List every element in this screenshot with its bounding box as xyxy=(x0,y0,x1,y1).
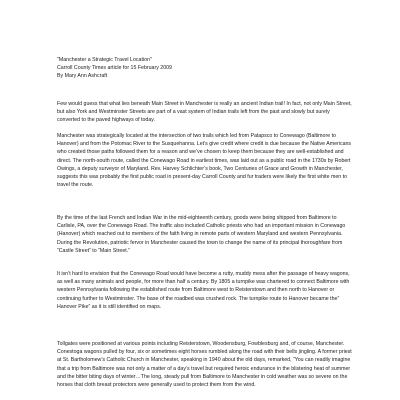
article-header xyxy=(57,56,353,81)
paragraph-1 xyxy=(57,100,353,125)
paragraph-text: Manchester was strategically located at the intersection of two trails which led from Patapsco to Conewago (Baltimore to Hanover) and from the Potomac River to the Susquehanna. Let’s give credit where credit is due because the Native Americans who created those paths followed them for a reason and we’ve chosen to keep them because they are well-established and direct. The north-south route, called the Conewago Road in earliest times, was laid out as a public road in the 1730s by Robert Owings, a deputy surveyor of Maryland. Rev. Harvey Schlichter’s book, Two Centuries of Grace and Growth in Manchester, suggests this was probably the first public road in present-day Carroll County and fur traders were likely the first white men to travel the route. xyxy=(57,133,352,189)
byline: By Mary Ann Ashcraft xyxy=(57,73,108,80)
paragraph-text: It isn’t hard to envision that the Conewago Road would have become a rutty, muddy mess after the passage of heavy wagons, as well as many animals and people, for more than half a century. By 1805 a turnpike was chartered to connect Baltimore with western Pennsylvania following the established route from Baltimore west to Reisterstown and then north to Hanover or continuing further to Westminster. The base of the roadbed was crushed rock. The turnpike route to Hanover became the” Hanover Pike” as it is still identified on maps. xyxy=(57,271,350,310)
paragraph-5 xyxy=(57,340,353,389)
paragraph-text: Few would guess that what lies beneath Main Street in Manchester is really an ancient Indian trail! In fact, not only Main Street, but also York and Westminster Streets are part of a vast system of Indian trails left from the past and slowly but surely converted to the paved highways of today. xyxy=(57,101,352,124)
paragraph-4 xyxy=(57,270,353,311)
paragraph-text: By the time of the last French and Indian War in the mid-eighteenth century, goods were being shipped from Baltimore to Carlisle, PA, over the Conewago Road. The traffic also included Catholic priests who had an important mission in Conewago (Hanover) which reached out to members of the faith living in remote parts of western Maryland and western Pennsylvania. During the Revolution, patriotic fervor in Manchester caused the town to change the name of its principal thoroughfare from “Castle Street” to “Main Street.” xyxy=(57,215,346,254)
publication-line: Carroll County Times article for 15 February 2009 xyxy=(57,65,172,72)
paragraph-2 xyxy=(57,132,353,189)
article-title: "Manchester a Strategic Travel Location" xyxy=(57,57,152,63)
paragraph-3 xyxy=(57,214,353,255)
paragraph-text: Tollgates were positioned at various points including Reisterstown, Woodensburg, Fowblesburg and, of course, Manchester. Conestoga wagons pulled by four, six or sometimes eight horses rumbled along the road with their bells jingling. A former priest at St. Bartholomew’s Catholic Church in Manchester, speaking in 1940 about the old days, remarked, “You can readily imagine that a trip from Baltimore was not only a matter of a day’s travel but required heroic endurance in the blistering heat of summer and the bitter biting days of winter…The long, steady pull from Baltimore to Manchester in cold weather was so severe on the horses that cloth breast protectors were generally used to protect them from the wind. xyxy=(57,341,352,389)
